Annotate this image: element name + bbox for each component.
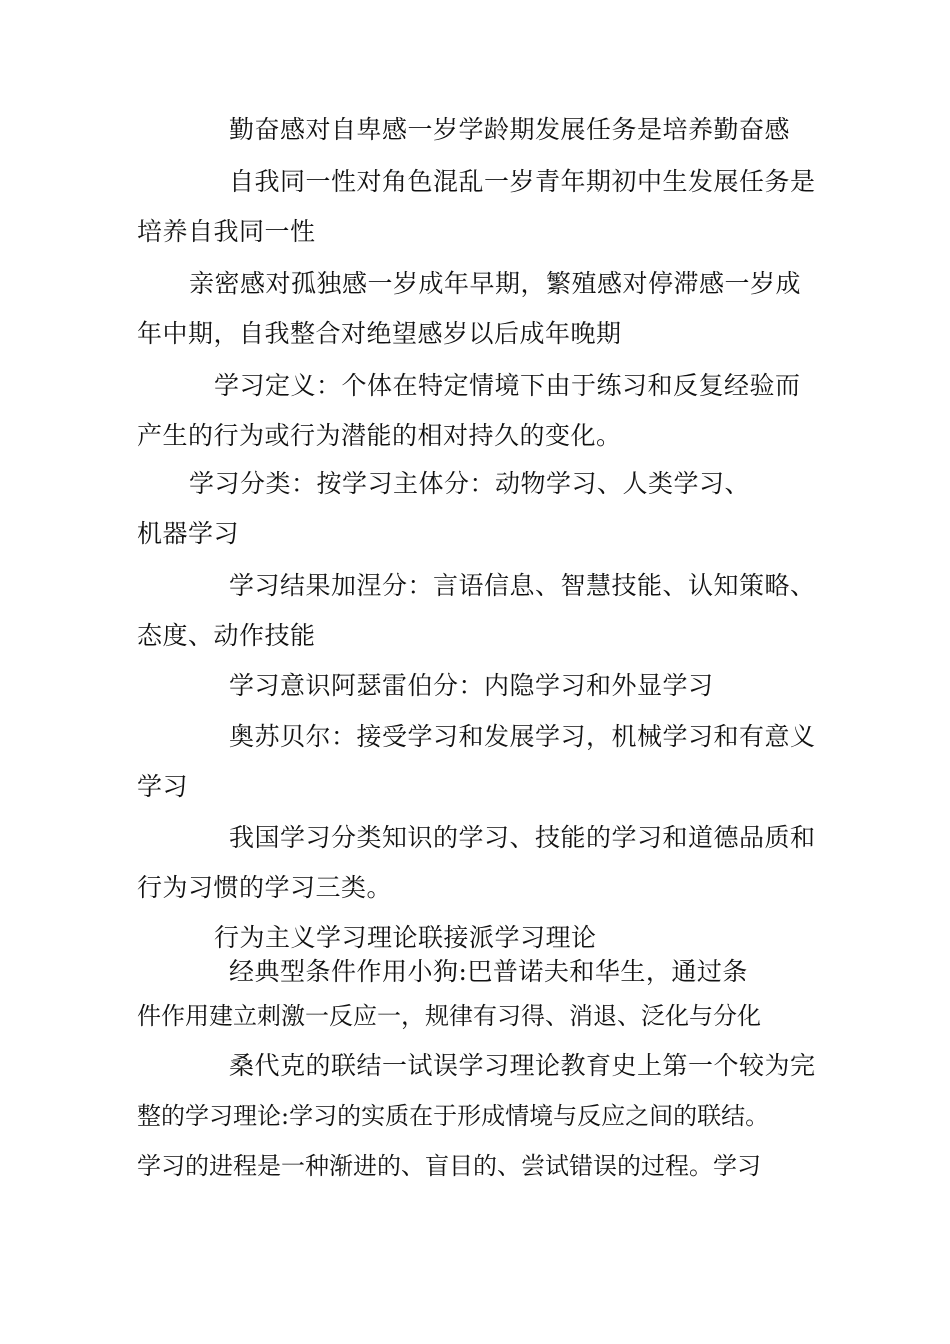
text-line: 学习意识阿瑟雷伯分：内隐学习和外显学习 — [229, 671, 714, 700]
text-line: 我国学习分类知识的学习、技能的学习和道德品质和 — [229, 823, 816, 852]
text-line: 机器学习 — [137, 519, 240, 548]
text-line: 学习的进程是一种渐进的、盲目的、尝试错误的过程。学习 — [137, 1152, 761, 1180]
text-line: 自我同一性对角色混乱一岁青年期初中生发展任务是 — [229, 167, 816, 196]
text-line: 整的学习理论:学习的实质在于形成情境与反应之间的联结。 — [137, 1102, 770, 1130]
text-line: 学习结果加涅分：言语信息、智慧技能、认知策略、 — [229, 571, 816, 600]
text-line: 行为主义学习理论联接派学习理论 — [214, 923, 597, 952]
text-line: 年中期，自我整合对绝望感岁以后成年晚期 — [137, 319, 622, 348]
text-line: 桑代克的联结一试误学习理论教育史上第一个较为完 — [229, 1051, 816, 1080]
text-line: 学习定义：个体在特定情境下由于练习和反复经验而 — [214, 371, 801, 400]
text-line: 勤奋感对自卑感一岁学龄期发展任务是培养勤奋感 — [229, 115, 791, 144]
text-line: 培养自我同一性 — [137, 217, 316, 246]
text-line: 态度、动作技能 — [137, 621, 316, 650]
text-line: 学习分类：按学习主体分：动物学习、人类学习、 — [189, 469, 751, 498]
text-line: 奥苏贝尔：接受学习和发展学习，机械学习和有意义 — [229, 722, 816, 751]
text-line: 亲密感对孤独感一岁成年早期，繁殖感对停滞感一岁成 — [189, 269, 802, 298]
text-line: 产生的行为或行为潜能的相对持久的变化。 — [137, 421, 622, 450]
text-line: 行为习惯的学习三类。 — [137, 873, 393, 902]
text-line: 经典型条件作用小狗:巴普诺夫和华生，通过条 — [229, 957, 748, 986]
text-line: 件作用建立刺激一反应一，规律有习得、消退、泛化与分化 — [137, 1002, 761, 1030]
text-line: 学习 — [137, 772, 189, 801]
